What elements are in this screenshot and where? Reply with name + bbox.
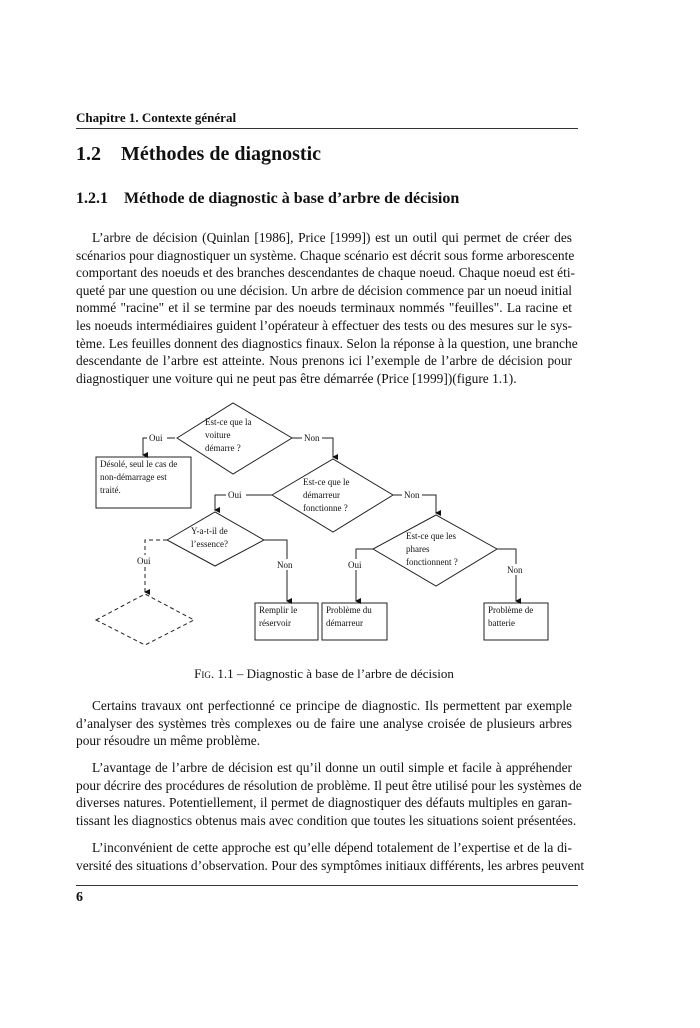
paragraph xyxy=(76,697,572,750)
edge-label-no: Non xyxy=(304,433,320,443)
section-title: 1.2 Méthodes de diagnostic xyxy=(76,143,321,165)
decision-text: l’essence? xyxy=(191,539,228,549)
text-line: L’avantage de l’arbre de décision est qu’il donne un outil simple et facile à appréhender xyxy=(92,760,572,775)
leaf-text: Remplir le xyxy=(259,605,298,615)
leaf-text: traité. xyxy=(100,485,121,495)
text-line: comportant des noeuds et des branches descendantes de chaque noeud. Chaque noeud est éti- xyxy=(76,265,576,281)
leaf-text: démarreur xyxy=(326,618,363,628)
leaf-text: réservoir xyxy=(259,618,291,628)
text-line: versité des situations d’observation. Pour des symptômes initiaux différents, les arbres peuvent xyxy=(76,857,585,873)
decision-text: Est-ce que la xyxy=(205,417,252,427)
edge-label-yes: Oui xyxy=(137,556,151,566)
edge-label-yes: Oui xyxy=(228,490,242,500)
edge-label-yes: Oui xyxy=(149,433,163,443)
decision-text: démarre ? xyxy=(205,443,241,453)
text-line: diagnostiquer une voiture qui ne peut pas être démarrée (Price [1999])(figure 1.1). xyxy=(76,370,517,386)
caption-prefix: Fig. 1.1 xyxy=(194,666,234,681)
subsection-title: 1.2.1 Méthode de diagnostic à base d’arbre de décision xyxy=(76,190,460,207)
decision-text: fonctionne ? xyxy=(303,503,348,513)
leaf-text: Désolé, seul le cas de xyxy=(100,459,178,469)
edge-label-no: Non xyxy=(277,560,293,570)
edge-label-no: Non xyxy=(507,565,523,575)
leaf-text: non-démarrage est xyxy=(100,472,167,482)
decision-text: Est-ce que le xyxy=(303,477,350,487)
text-line: pour résoudre un même problème. xyxy=(76,733,261,749)
edge-label-no: Non xyxy=(404,490,420,500)
decision-text: fonctionnent ? xyxy=(406,557,458,567)
text-line: les noeuds intermédiaires guident l’opérateur à effectuer des tests ou des mesures sur le sys- xyxy=(76,317,572,333)
decision-text: Y-a-t-il de xyxy=(191,526,228,536)
figure-caption xyxy=(76,666,572,682)
text-line: scénarios pour diagnostiquer un système. Chaque scénario est décrit sous forme arborescente xyxy=(76,247,575,263)
text-line: queté par une question ou une décision. Un arbre de décision commence par un noeud initial xyxy=(76,282,572,298)
text-line: tème. Les feuilles donnent des diagnostics finaux. Selon la réponse à la question, une branche xyxy=(76,335,578,351)
text-line: L’inconvénient de cette approche est qu’elle dépend totalement de l’expertise et de la di- xyxy=(92,840,572,855)
text-line: diverses natures. Potentiellement, il permet de diagnostiquer des défauts multiples en garan- xyxy=(76,795,572,811)
decision-text: phares xyxy=(406,544,430,554)
text-line: tissant les diagnostics obtenus mais avec condition que toutes les situations soient présentées. xyxy=(76,812,577,828)
text-line: descendante de l’arbre est atteinte. Nous prenons ici l’exemple de l’arbre de décision pour xyxy=(76,353,572,369)
decision-text: démarreur xyxy=(303,490,340,500)
leaf-text: Problème de xyxy=(488,605,534,615)
dashed-node xyxy=(96,594,194,645)
text-line: nommé "racine" et il se termine par des noeuds terminaux nommés "feuilles". La racine et xyxy=(76,300,572,316)
decision-text: voiture xyxy=(205,430,231,440)
paragraph xyxy=(76,839,585,874)
text-line: d’analyser des systèmes très complexes ou de faire une analyse croisée de plusieurs arbres xyxy=(76,715,572,731)
page-number: 6 xyxy=(76,890,83,905)
paragraph xyxy=(76,759,582,829)
edge-label-yes: Oui xyxy=(348,560,362,570)
text-line: Certains travaux ont perfectionné ce principe de diagnostic. Ils permettent par exemple xyxy=(92,698,572,713)
text-line: L’arbre de décision (Quinlan [1986], Price [1999]) est un outil qui permet de créer des xyxy=(92,230,572,245)
running-header: Chapitre 1. Contexte général xyxy=(76,110,237,125)
leaf-text: batterie xyxy=(488,618,515,628)
decision-text: Est-ce que les xyxy=(406,531,456,541)
text-line: pour décrire des procédures de résolution de problème. Il peut être utilisé pour les systèmes de xyxy=(76,777,582,793)
leaf-text: Problème du xyxy=(326,605,372,615)
footer-rule xyxy=(76,885,578,886)
decision-node-4 xyxy=(373,515,497,586)
caption-text: – Diagnostic à base de l’arbre de décision xyxy=(233,666,454,681)
decision-node-1 xyxy=(177,403,292,474)
